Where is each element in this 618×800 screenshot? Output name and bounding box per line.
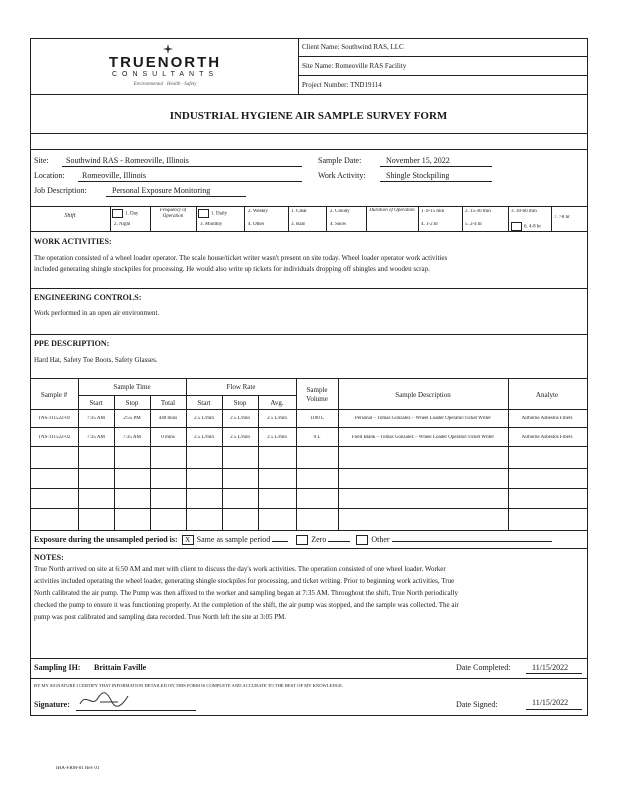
col-sample-number: Sample # — [40, 391, 68, 399]
duration-option-7: 7. >8 hr — [554, 215, 570, 220]
frequency-option-monthly: 3. Monthly — [200, 222, 223, 227]
zero-checkbox[interactable] — [296, 535, 308, 545]
frequency-option-daily: 1. Daily — [198, 209, 227, 218]
col-time-total: Total — [160, 399, 176, 407]
row-analyte: Airborne Asbestos Fibers — [521, 416, 573, 421]
row-flow-avg: 2.5 L/min — [267, 416, 287, 421]
frequency-label: Frequency of Operation — [159, 208, 187, 219]
duration-label: Duration of Operation — [369, 208, 415, 213]
col-flow-stop: Stop — [233, 399, 247, 407]
company-logo — [60, 44, 270, 90]
notes-line-5: pump was post calibrated and sampling data recorded. True North left the site at 3:05 PM. — [34, 613, 287, 621]
ppe-text: Hard Hat, Safety Toe Boots, Safety Glasses. — [34, 356, 158, 364]
shift-option-day: 1. Day — [112, 209, 138, 218]
date-signed-label: Date Signed: — [456, 700, 498, 709]
notes-line-4: checked the pump to ensure it was functioning properly. At the completion of the shift, the air pump was stopped, and the sample was collected. The air — [34, 601, 459, 609]
row-flow-start: 2.5 L/min — [194, 435, 214, 440]
frequency-option-other: 4. Other — [248, 222, 265, 227]
row-flow-start: 2.5 L/min — [194, 416, 214, 421]
client-name-field: Client Name: Southwind RAS, LLC — [302, 43, 404, 51]
row-time-total: 440 mins — [158, 416, 178, 421]
date-completed-label: Date Completed: — [456, 663, 511, 672]
row-time-stop: 2:55 PM — [123, 416, 141, 421]
logo-tagline: Environmental · Health · Safety — [133, 82, 197, 87]
work-activities-line-2: included generating shingle stockpiles for processing. He would also write up tickets for individuals dropping off shingles and wooden scrap. — [34, 265, 430, 273]
sampling-ih-value: Brittain Faville — [94, 663, 147, 672]
row-description: Field Blank – Tomas Gonzalez – Wheel Loader Operator/Ticket Writer — [351, 435, 495, 440]
logo-name: TRUENORTH — [108, 54, 222, 71]
frequency-option-weekly: 2. Weekly — [248, 209, 269, 214]
col-flow-avg: Avg. — [270, 399, 284, 407]
zero-label: Zero — [311, 535, 327, 544]
site-value: Southwind RAS - Romeoville, Illinois — [66, 156, 189, 165]
row-flow-stop: 2.5 L/min — [230, 416, 250, 421]
date-completed-value: 11/15/2022 — [532, 663, 569, 672]
location-value: Romeoville, Illinois — [82, 171, 146, 180]
other-checkbox[interactable] — [356, 535, 368, 545]
project-number-field: Project Number: TND19114 — [302, 81, 382, 89]
col-time-stop: Stop — [125, 399, 139, 407]
logo-subtitle: CONSULTANTS — [111, 71, 219, 78]
duration-option-6: 6. 4-8 hr — [511, 222, 541, 231]
weather-option-clear: 1. Clear — [291, 209, 307, 214]
same-as-sample-label: Same as sample period — [196, 535, 271, 544]
sample-date-value: November 15, 2022 — [386, 156, 450, 165]
signature-label: Signature: — [34, 700, 70, 709]
engineering-controls-heading: ENGINEERING CONTROLS: — [34, 293, 142, 302]
work-activity-value: Shingle Stockpiling — [386, 171, 450, 180]
row-flow-stop: 2.5 L/min — [230, 435, 250, 440]
row-sample-id: TNS-111522-02 — [37, 435, 71, 440]
work-activities-line-1: The operation consisted of a wheel loader operator. The scale house/ticket writer wasn't present on site today. Wheel loader operator work activities — [34, 254, 448, 262]
date-signed-value: 11/15/2022 — [532, 698, 569, 707]
duration-option-1: 1. 0-15 min — [421, 209, 445, 214]
row-analyte: Airborne Asbestos Fibers — [521, 435, 573, 440]
row-volume: 0 L — [313, 435, 321, 440]
form-title: INDUSTRIAL HYGIENE AIR SAMPLE SURVEY FORM — [169, 110, 448, 122]
row-time-stop: 7:35 AM — [123, 435, 141, 440]
ppe-heading: PPE DESCRIPTION: — [34, 339, 110, 348]
col-flow-start: Start — [197, 399, 211, 407]
compass-star-icon — [163, 44, 173, 54]
row-time-start: 7:35 AM — [87, 435, 105, 440]
notes-line-1: True North arrived on site at 6:50 AM and met with client to discuss the day's work activities. The operation consisted of one wheel loader. Worker — [34, 565, 446, 573]
work-activities-heading: WORK ACTIVITIES: — [34, 237, 112, 246]
weather-option-cloudy: 2. Cloudy — [330, 209, 350, 214]
col-flow-rate: Flow Rate — [226, 383, 256, 391]
site-name-field: Site Name: Romeoville RAS Facility — [302, 62, 407, 70]
signature-scribble-icon — [78, 690, 138, 710]
job-description-label: Job Description: — [34, 186, 87, 195]
notes-line-3: North calibrated the air pump. The Pump was then affixed to the worker and sampling began at 7:35 AM. Throughout the shift, True North periodically — [34, 589, 459, 597]
other-label: Other — [371, 535, 390, 544]
duration-option-5: 5. 2-4 hr — [465, 222, 483, 227]
col-analyte: Analyte — [535, 391, 559, 399]
exposure-row — [34, 535, 552, 545]
col-sample-volume: Sample Volume — [306, 386, 328, 403]
col-sample-time: Sample Time — [113, 383, 151, 391]
row-time-total: 0 mins — [161, 435, 175, 440]
shift-label: Shift — [64, 213, 76, 219]
weather-option-snow: 4. Snow — [330, 222, 347, 227]
engineering-controls-text: Work performed in an open air environment. — [34, 309, 160, 317]
row-volume: 1100 L — [309, 416, 325, 421]
certification-statement: BY MY SIGNATURE I CERTIFY THAT INFORMATION DETAILED ON THIS FORM IS COMPLETE AND ACCURATE TO THE BEST OF MY KNOWLEDGE. — [34, 683, 344, 688]
notes-heading: NOTES: — [34, 553, 64, 562]
duration-option-4: 4. 1-2 hr — [421, 222, 439, 227]
form-code: IHA-FRM-01 Rev 01 — [56, 766, 100, 771]
col-time-start: Start — [89, 399, 103, 407]
row-time-start: 7:35 AM — [87, 416, 105, 421]
same-as-sample-checkbox[interactable]: X — [182, 535, 194, 545]
sampling-ih-label: Sampling IH: — [34, 663, 81, 672]
notes-line-2: activities included operating the wheel loader, generating shingle stockpiles for processing, and ticket writing. Prior to beginning work activities, True — [34, 577, 455, 585]
location-label: Location: — [34, 171, 65, 180]
row-sample-id: TNS-111522-01 — [37, 416, 71, 421]
row-description: Personal – Tomas Gonzalez – Wheel Loader Operator/Ticket Writer — [355, 416, 491, 421]
exposure-label: Exposure during the unsampled period is: — [34, 535, 178, 544]
duration-option-3: 3. 30-60 min — [511, 209, 537, 214]
shift-option-night: 2. Night — [114, 222, 131, 227]
col-sample-description: Sample Description — [395, 391, 451, 399]
row-flow-avg: 2.5 L/min — [267, 435, 287, 440]
site-label: Site: — [34, 156, 49, 165]
work-activity-label: Work Activity: — [318, 171, 366, 180]
job-description-value: Personal Exposure Monitoring — [112, 186, 211, 195]
weather-option-rain: 3. Rain — [291, 222, 306, 227]
duration-option-2: 2. 15-30 min — [465, 209, 491, 214]
sample-date-label: Sample Date: — [318, 156, 362, 165]
